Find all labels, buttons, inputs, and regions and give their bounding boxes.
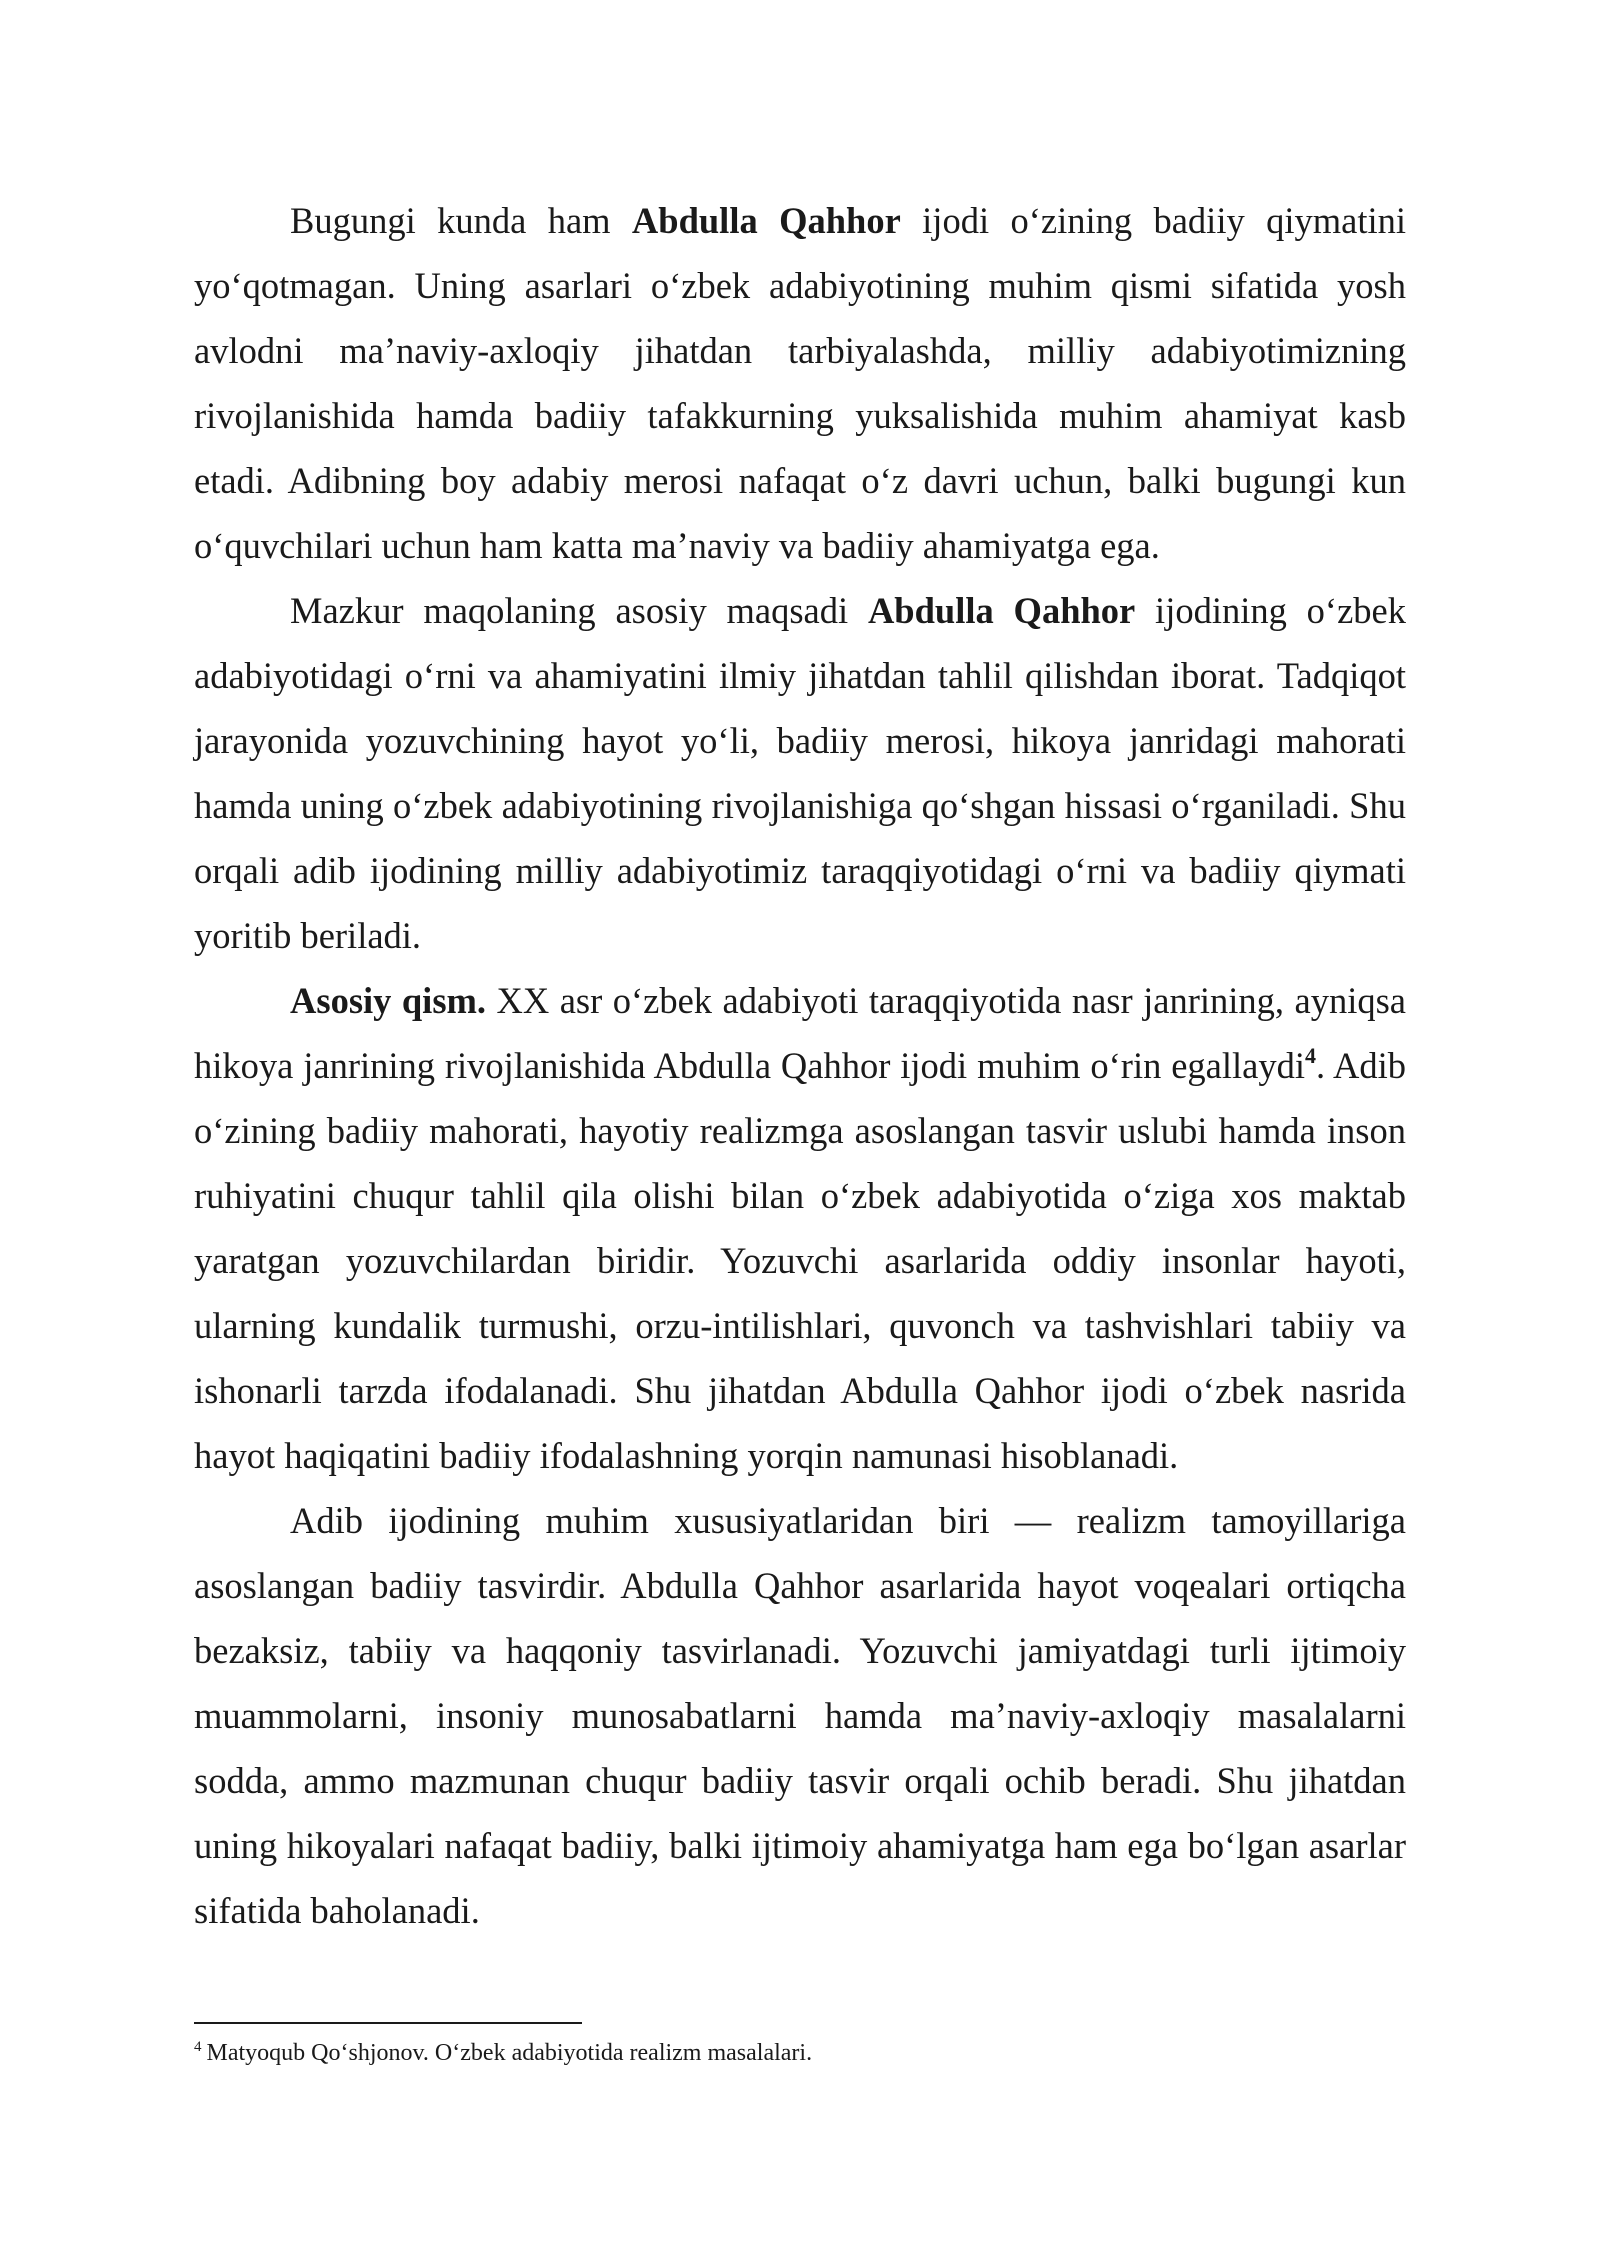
paragraph-4: Adib ijodining muhim xususiyatlaridan biri — realizm tamoyillariga asoslangan badiiy tasvirdir. Abdulla Qahhor asarlarida hayot voqealari ortiqcha bezaksiz, tabiiy va haqqoniy tasvirlanadi. Yozuvchi jamiyatdagi turli ijtimoiy muammolarni, insoniy munosabatlarni hamda ma’naviy-axloqiy masalalarni sodda, ammo mazmunan chuqur badiiy tasvir orqali ochib beradi. Shu jihatdan uning hikoyalari nafaqat badiiy, balki ijtimoiy ahamiyatga ham ega bo‘lgan asarlar sifatida baholanadi. [194,1500,1406,1931]
footnote-text: Matyoqub Qo‘shjonov. O‘zbek adabiyotida realizm masalalari. [206,2040,813,2066]
footnote-number: 4 [194,2039,202,2055]
footnote [194,2038,1406,2068]
document-body [194,188,1406,1943]
paragraph-2: Mazkur maqolaning asosiy maqsadi Abdulla Qahhor ijodining o‘zbek adabiyotidagi o‘rni va ahamiyatini ilmiy jihatdan tahlil qilishdan iborat. Tadqiqot jarayonida yozuvchining hayot yo‘li, badiiy merosi, hikoya janridagi mahorati hamda uning o‘zbek adabiyotining rivojlanishiga qo‘shgan hissasi o‘rganiladi. Shu orqali adib ijodining milliy adabiyotimiz taraqqiyotidagi o‘rni va badiiy qiymati yoritib beriladi. [194,590,1406,956]
author-name-bold: Abdulla Qahhor [631,200,901,241]
author-name-bold: Abdulla Qahhor [867,590,1136,631]
footnote-reference[interactable]: 4 [1305,1043,1316,1068]
footnote-separator [194,2022,582,2024]
paragraph-3: Asosiy qism. XX asr o‘zbek adabiyoti taraqqiyotida nasr janrining, ayniqsa hikoya janrining rivojlanishida Abdulla Qahhor ijodi muhim o‘rin egallaydi$^4$. Adib o‘zining badiiy mahorati, hayotiy realizmga asoslangan tasvir uslubi hamda inson ruhiyatini chuqur tahlil qila olishi bilan o‘zbek adabiyotida o‘ziga xos maktab yaratgan yozuvchilardan biridir. Yozuvchi asarlarida oddiy insonlar hayoti, ularning kundalik turmushi, orzu-intilishlari, quvonch va tashvishlari tabiiy va ishonarli tarzda ifodalanadi. Shu jihatdan Abdulla Qahhor ijodi o‘zbek nasrida hayot haqiqatini badiiy ifodalashning yorqin namunasi hisoblanadi. [194,980,1406,1476]
paragraph-1: Bugungi kunda ham Abdulla Qahhor ijodi o‘zining badiiy qiymatini yo‘qotmagan. Uning asarlari o‘zbek adabiyotining muhim qismi sifatida yosh avlodni ma’naviy-axloqiy jihatdan tarbiyalashda, milliy adabiyotimizning rivojlanishida hamda badiiy tafakkurning yuksalishida muhim ahamiyat kasb etadi. Adibning boy adabiy merosi nafaqat o‘z davri uchun, balki bugungi kun o‘quvchilari uchun ham katta ma’naviy va badiiy ahamiyatga ega. [194,200,1406,566]
section-heading-inline: Asosiy qism. [290,980,487,1021]
